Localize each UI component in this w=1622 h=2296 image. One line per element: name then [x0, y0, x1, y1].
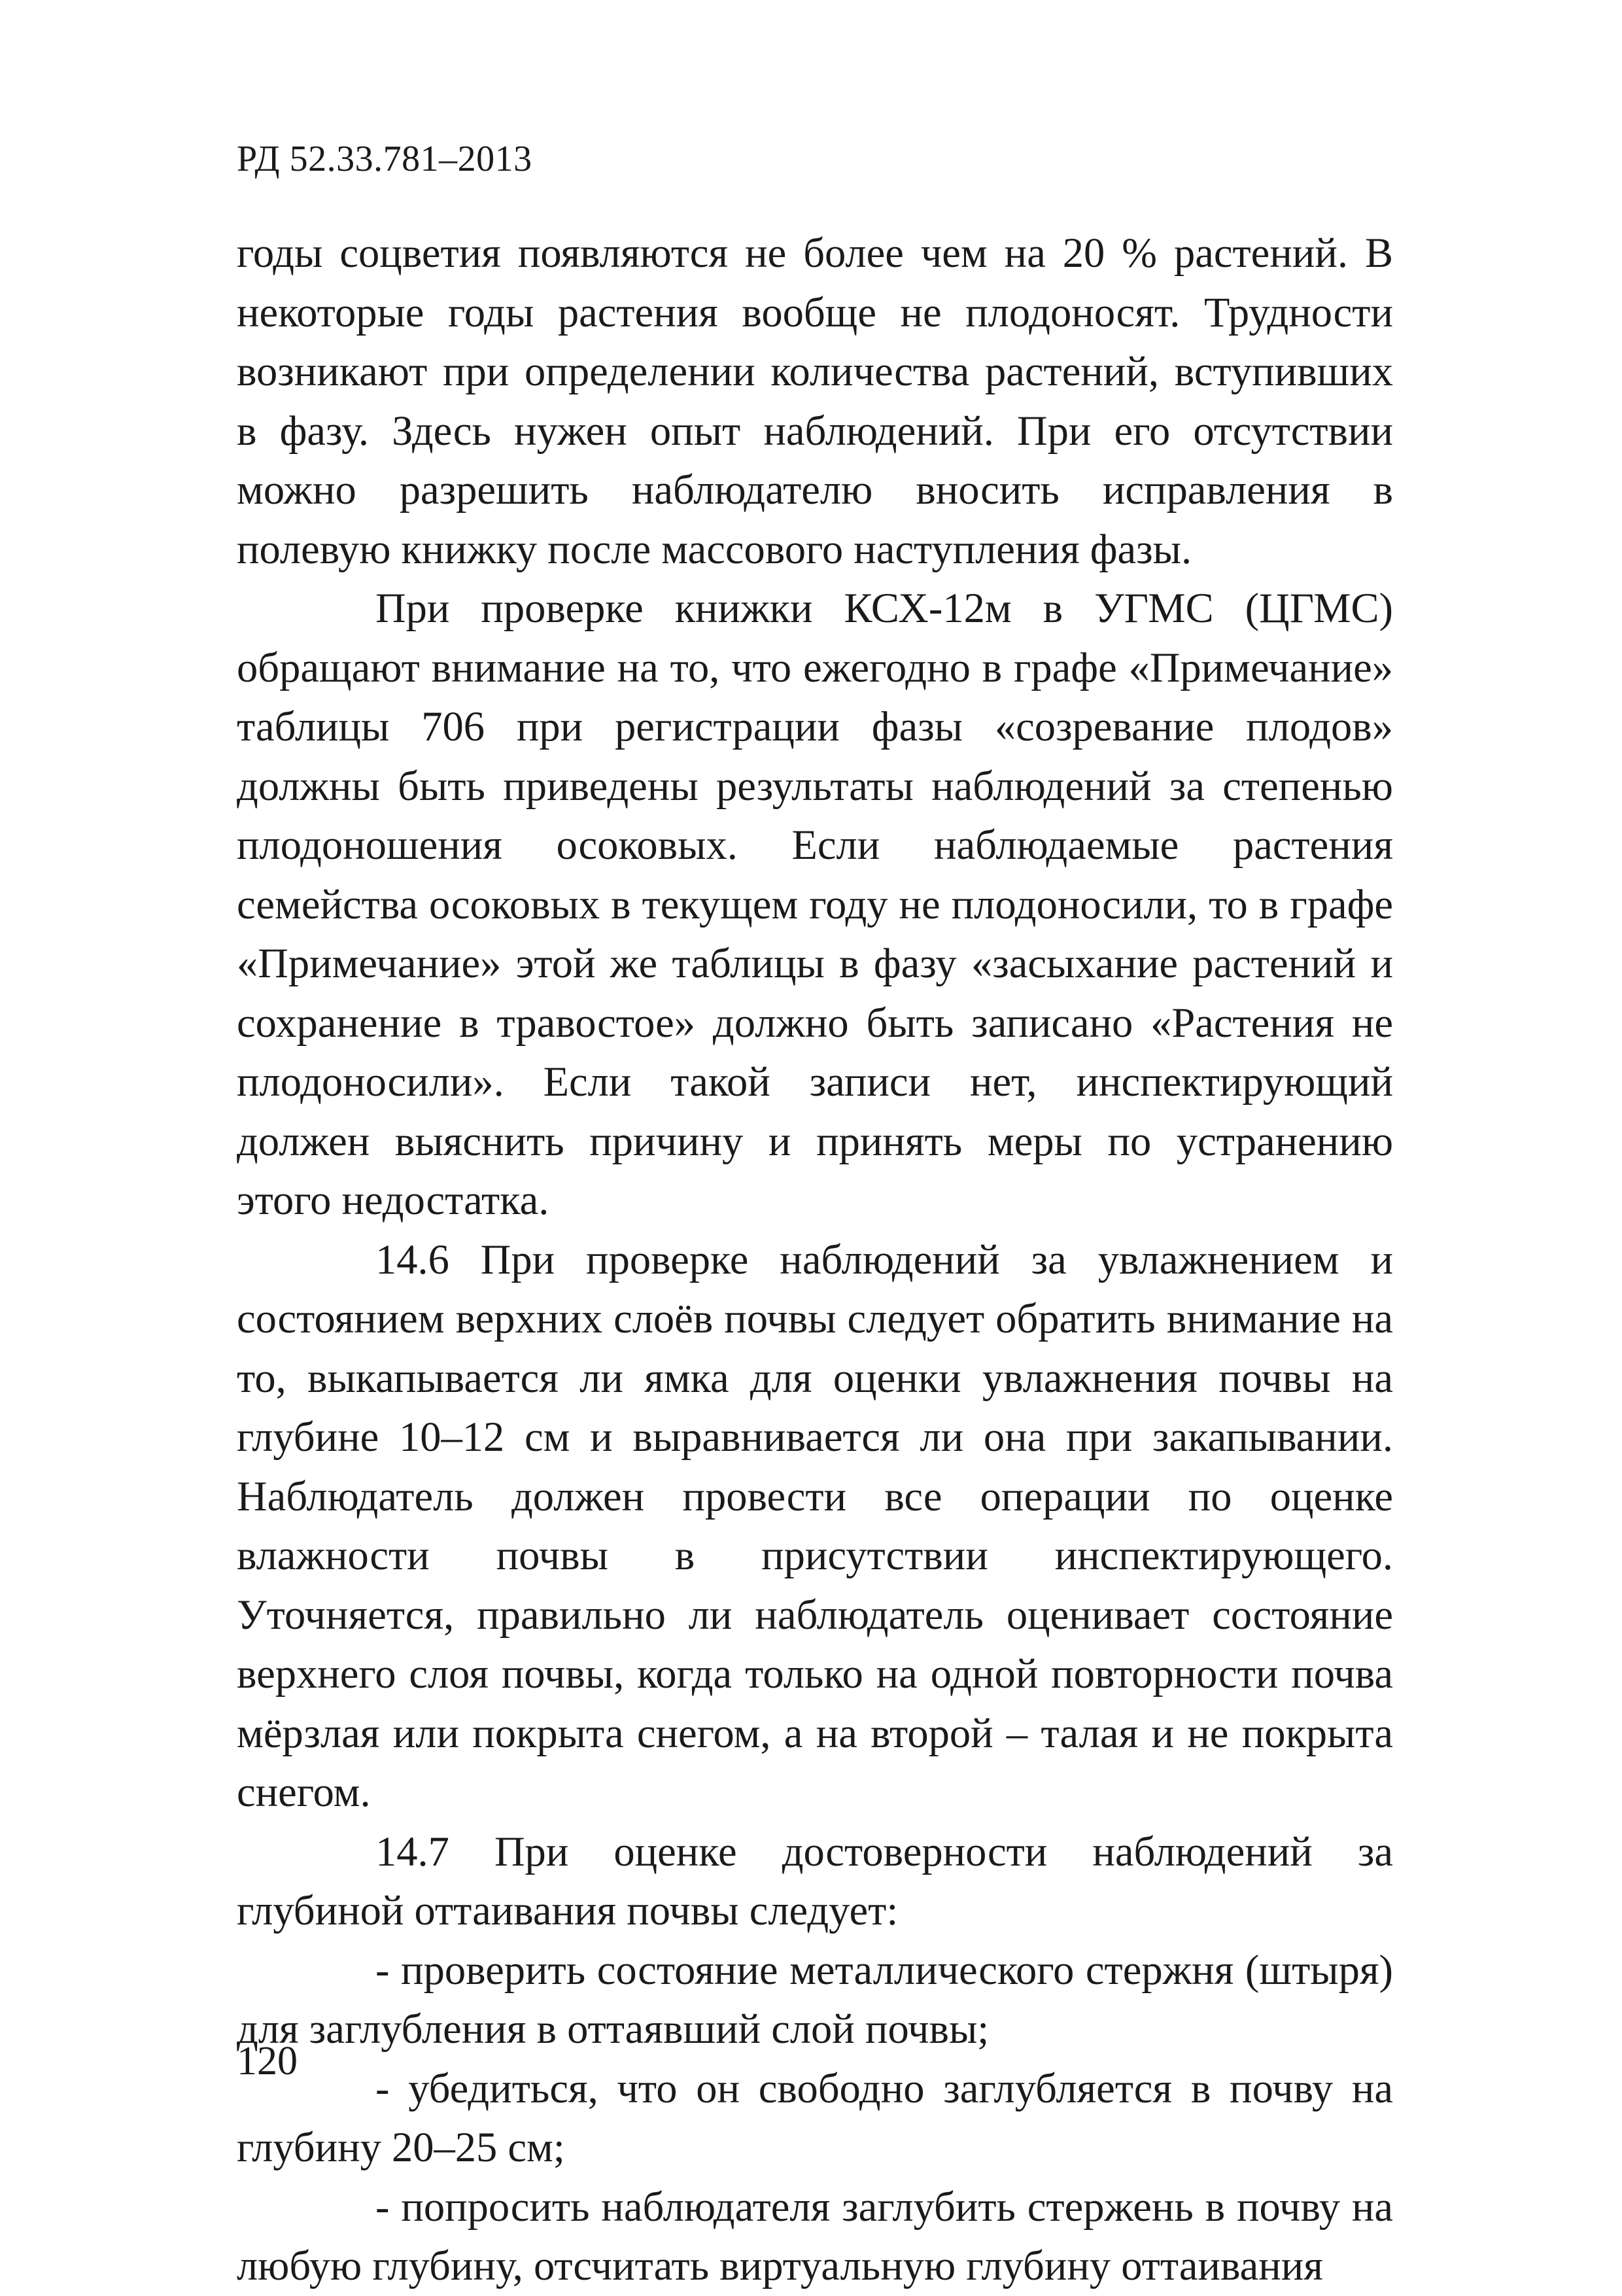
document-body	[237, 224, 1393, 2296]
paragraph-14-6: 14.6 При проверке наблюдений за увлажнением и состоянием верхних слоёв почвы следует обратить внимание на то, выкапывается ли ямка для оценки увлажнения почвы на глубине 10–12 см и выравнивается ли она при закапывании. Наблюдатель должен провести все операции по оценке влажности почвы в присутствии инспектирующего. Уточняется, правильно ли наблюдатель оценивает состояние верхнего слоя почвы, когда только на одной повторности почва мёрзлая или покрыта снегом, а на второй – талая и не покрыта снегом.	[237, 1236, 1393, 1815]
paragraph-continuation: годы соцветия появляются не более чем на 20 % растений. В некоторые годы растения вообще не плодоносят. Трудности возникают при определении количества растений, вступивших в фазу. Здесь нужен опыт наблюдений. При его отсутствии можно разрешить наблюдателю вносить исправления в полевую книжку после массового наступления фазы.	[237, 230, 1393, 572]
paragraph-ksx-check: При проверке книжки КСХ-12м в УГМС (ЦГМС) обращают внимание на то, что ежегодно в графе «Примечание» таблицы 706 при регистрации фазы «созревание плодов» должны быть приведены результаты наблюдений за степенью плодоношения осоковых. Если наблюдаемые растения семейства осоковых в текущем году не плодоносили, то в графе «Примечание» этой же таблицы в фазу «засыхание растений и сохранение в травостое» должно быть записано «Растения не плодоносили». Если такой записи нет, инспектирующий должен выяснить причину и принять меры по устранению этого недостатка.	[237, 585, 1393, 1223]
running-header: РД 52.33.781–2013	[237, 139, 532, 179]
list-item-ask-observer: - попросить наблюдателя заглубить стержень в почву на любую глубину, отсчитать виртуальную глубину оттаивания	[237, 2183, 1393, 2289]
paragraph-14-7: 14.7 При оценке достоверности наблюдений за глубиной оттаивания почвы следует:	[237, 1828, 1393, 1934]
page-number: 120	[237, 2039, 298, 2083]
list-item-verify-depth: - убедиться, что он свободно заглубляется в почву на глубину 20–25 см;	[237, 2064, 1393, 2170]
list-item-check-rod: - проверить состояние металлического стержня (штыря) для заглубления в оттаявший слой почвы;	[237, 1946, 1393, 2052]
